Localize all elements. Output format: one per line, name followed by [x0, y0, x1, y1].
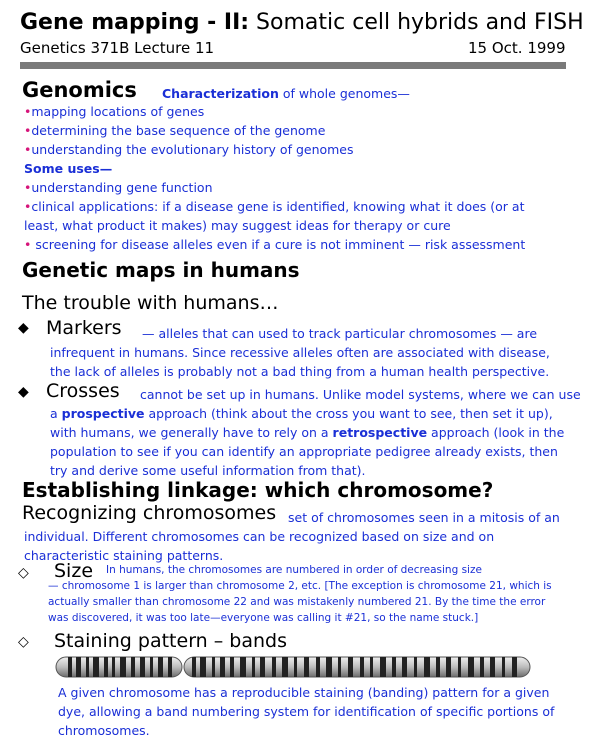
- prospective-term: prospective: [61, 406, 145, 421]
- title-rule: [20, 62, 566, 69]
- markers-line: the lack of alleles is probably not a bad thing from a human health perspective.: [50, 364, 550, 379]
- genomics-definition: [162, 84, 410, 103]
- definition-rest: of whole genomes—: [278, 86, 410, 101]
- genomics-bullet: •determining the base sequence of the genome: [24, 123, 326, 138]
- crosses-line: try and derive some useful information from that).: [50, 463, 366, 478]
- chromosome-short-arm: [56, 657, 182, 677]
- page-title: [20, 10, 584, 35]
- course-line: Genetics 371B Lecture 11: [20, 39, 215, 57]
- uses-bullet: • screening for disease alleles even if a cure is not imminent — risk assessment: [24, 237, 526, 252]
- markers-line: infrequent in humans. Since recessive alleles often are associated with disease,: [50, 345, 550, 360]
- crosses-line: with humans, we generally have to rely on a retrospective approach (look in the: [50, 425, 565, 440]
- linkage-heading: Establishing linkage: which chromosome?: [22, 478, 494, 502]
- definition-keyword: Characterization: [162, 86, 279, 101]
- staining-line: chromosomes.: [58, 723, 150, 738]
- size-line: — chromosome 1 is larger than chromosome 2, etc. [The exception is chromosome 21, which is: [48, 580, 552, 592]
- recognizing-line: characteristic staining patterns.: [24, 548, 224, 563]
- size-term: Size: [54, 560, 94, 582]
- markers-term: Markers: [46, 317, 122, 339]
- date-line: 15 Oct. 1999: [468, 39, 566, 57]
- genomics-bullet: •understanding the evolutionary history of genomes: [24, 142, 354, 157]
- markers-line: — alleles that can used to track particular chromosomes — are: [142, 326, 538, 341]
- hollow-diamond-bullet: ◇: [18, 565, 29, 581]
- uses-bullet: •clinical applications: if a disease gene is identified, knowing what it does (or at: [24, 199, 525, 214]
- retrospective-term: retrospective: [332, 425, 428, 440]
- staining-line: dye, allowing a band numbering system for identification of specific portions of: [58, 704, 555, 719]
- crosses-line: population to see if you can identify an appropriate pedigree already exists, then: [50, 444, 558, 459]
- size-line: was discovered, it was too late—everyone was calling it #21, so the name stuck.]: [48, 612, 479, 624]
- title-rest: Somatic cell hybrids and FISH: [249, 10, 584, 35]
- crosses-line: cannot be set up in humans. Unlike model systems, where we can use: [140, 387, 581, 402]
- crosses-line: a prospective approach (think about the cross you want to see, then set it up),: [50, 406, 553, 421]
- diamond-bullet: ◆: [18, 320, 29, 336]
- recognizing-line: set of chromosomes seen in a mitosis of an: [288, 510, 560, 525]
- genomics-bullet: •mapping locations of genes: [24, 104, 205, 119]
- staining-line: A given chromosome has a reproducible staining (banding) pattern for a given: [58, 685, 550, 700]
- chromosome-long-arm: [184, 657, 530, 677]
- trouble-heading: The trouble with humans…: [22, 292, 279, 314]
- hollow-diamond-bullet: ◇: [18, 634, 29, 650]
- some-uses-label: Some uses—: [24, 161, 113, 176]
- title-bold: Gene mapping - II:: [20, 10, 250, 35]
- diamond-bullet: ◆: [18, 384, 29, 400]
- genomics-heading: Genomics: [22, 78, 137, 102]
- uses-bullet: •understanding gene function: [24, 180, 213, 195]
- crosses-term: Crosses: [46, 380, 120, 402]
- genetic-maps-heading: Genetic maps in humans: [22, 258, 300, 282]
- recognizing-heading: Recognizing chromosomes: [22, 502, 277, 524]
- recognizing-line: individual. Different chromosomes can be recognized based on size and on: [24, 529, 495, 544]
- size-line: In humans, the chromosomes are numbered in order of decreasing size: [106, 564, 482, 576]
- size-line: actually smaller than chromosome 22 and was mistakenly numbered 21. By the time the error: [48, 596, 546, 608]
- staining-term: Staining pattern – bands: [54, 630, 287, 652]
- chromosome-illustration: [54, 655, 534, 679]
- uses-bullet-continuation: least, what product it makes) may suggest ideas for therapy or cure: [24, 218, 451, 233]
